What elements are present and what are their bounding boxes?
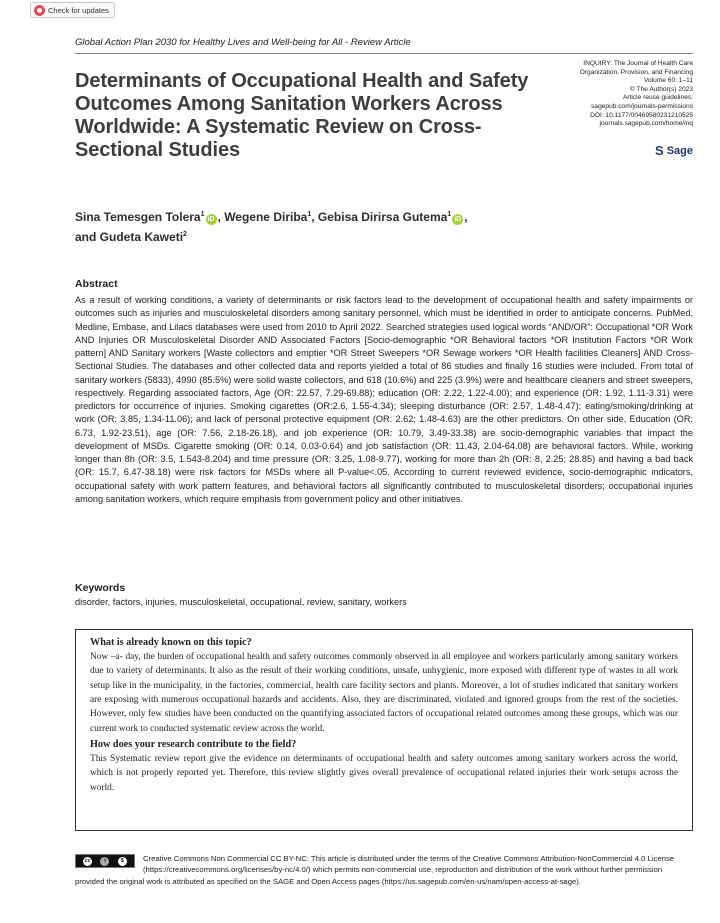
author-affiliation: 1 (307, 211, 312, 218)
author-affiliation: 1 (200, 211, 205, 218)
crossmark-icon (34, 5, 45, 16)
contribution-heading: How does your research contribute to the field? (90, 739, 297, 751)
license-text: Creative Commons Non Commercial CC BY-NC: This article is distributed under the terms of the Creative Commons Attribution-NonCommercial 4.0 License (https://creativecommons.org/licenses/by-nc/4.0/) which permits non-commercial use, reproduction and distribution of the work without further permission provided the original work is attributed as specified on the SAGE and Open Access pages (https://us.sagepub.com/en-us/nam/open-access-at-sage). (75, 854, 675, 886)
journal-line: Organization, Provision, and Financing (579, 68, 693, 76)
publisher-name: Sage (666, 144, 693, 157)
running-head: Global Action Plan 2030 for Healthy Lives and Well-being for All - Review Article (75, 37, 411, 48)
orcid-icon[interactable]: iD (454, 216, 462, 223)
orcid-icon[interactable]: iD (207, 216, 215, 223)
keywords-heading: Keywords (75, 582, 126, 594)
header-rule (75, 53, 693, 54)
author-name: Sina Temesgen Tolera (75, 210, 201, 224)
abstract-text: As a result of working conditions, a variety of determinants or risk factors lead to the development of occupational health and safety impairments or outcomes such as injuries and musculoskeletal disorders among sanitary personnel, which must be identified in order to anticipate concerns. PubMed, Medline, Embase, and Lilacs databases were used from 2010 to April 2022. Searched strategies used logical words “AND/OR”: Occupational *OR Work AND Injuries OR Musculoskeletal Disorder AND Associated Factors [Socio-demographic *OR Behavioral factors *OR Institution Factors *OR Work pattern] AND Sanitary workers [Waste collectors and emptier *OR Street Sweepers *OR Sewage workers *OR Health facilities Cleaners] AND Cross-Sectional Studies. The databases and other collected data and reports yielded a total of 86 studies and finally 16 studies were included. From total of sanitary workers (5833), 4990 (85.5%) were solid waste collectors, and 618 (10.6%) and 225 (3.9%) were and healthcare cleaners and street sweepers, respectively. Regarding associated factors, Age (OR: 22.57, 7.29-69.88); education (OR: 2.22, 1.22-4.00); and experience (OR: 1.92, 1.11-3.31) were predictors for occurrence of injuries. Smoking cigarettes (OR:2.6, 1.55-4.34); sleeping disturbance (OR: 2.57, 1.48-4.47); eating/smoking/drinking at work (OR: 3.85, 1.34-11.06); and lack of personal protective equipment (OR: 2.62; 1.48-4.63) are the other predictors. On other side, Education (OR: 6.73, 1.92-23.51), age (OR: 7.56, 2.18-26.18), and job experience (OR: 10.79, 3.49-33.38) are socio-demographic variables that impact the development of MSDs. Cigarette smoking (OR: 0.14, 0.03-0.64) and job satisfaction (OR: 11.43, 2.04-64.08) are behavioral factors. While, working longer than 8h (OR: 3.5, 1.543-8.204) and time pressure (OR: 3.25, 1.08-9.77), working for more than 2h (OR: 8, 2.25; 28.85) and having a bad back (OR: 15.7, 6.47-38.18) were risk factors for MSDs where all P-value<.05. According to current reviewed evidence, socio-demographic indicators, occupational safety with work pattern features, and behavioral factors all significantly contributed to musculoskeletal disorders; occupational injuries among sanitation workers, which require emphasis from government policy and other initiatives. (75, 295, 693, 504)
journal-volume: Volume 60: 1–11 (643, 77, 693, 85)
author-name: Wegene Diriba (224, 210, 308, 224)
creative-commons-by-nc-icon[interactable]: cc i $ (75, 854, 135, 868)
keywords-text: disorder, factors, injuries, musculoskeletal, occupational, review, sanitary, workers (75, 597, 407, 607)
author-affiliation: 1 (447, 211, 452, 218)
known-heading: What is already known on this topic? (90, 637, 252, 648)
highlights-box (75, 629, 693, 831)
author-affiliation: 2 (183, 231, 187, 238)
abstract-heading: Abstract (75, 278, 118, 290)
journal-info (518, 60, 693, 129)
journal-home-link[interactable]: journals.sagepub.com/home/inq (599, 120, 693, 128)
sage-icon: S (655, 143, 664, 158)
author-list: Sina Temesgen Tolera$^1$iD , Wegene Diriba$^1$, Gebisa Dirirsa Gutema$^1$iD , and Gudeta Kaweti$^2$ (75, 210, 468, 244)
license-notice (75, 853, 693, 887)
check-for-updates-label: Check for updates (48, 5, 109, 15)
journal-line: INQUIRY: The Journal of Health Care (583, 60, 693, 67)
known-text: Now –a- day, the burden of occupational health and safety outcomes commonly observed in all employee and workers particularly among sanitary workers due to variety of determinants. It also as the result of their working conditions, unsafe, unhygienic, more exposed with different type of wastes in all work setup like in the municipality, in the factories, commercial, health care facility sectors and plants. Moreover, a lot of studies indicated that sanitary workers are exposing with numerous occupational hazards and accidents. Also, they are discriminated, violated and ignored groups from the rest of the societies. However, only few studies have been conducted on the quantifying associated factors of occupational related outcomes among these groups, which was our current work to conducted systematic review across the world. (90, 652, 678, 734)
publisher-logo (655, 143, 693, 158)
permissions-link[interactable]: sagepub.com/journals-permissions (591, 102, 693, 110)
author-name: Gudeta Kaweti (99, 230, 184, 244)
article-title: Determinants of Occupational Health and Safety Outcomes Among Sanitation Workers Across Worldwide: A Systematic Review on Cross-Sectional Studies (75, 70, 529, 161)
doi-link[interactable]: DOI: 10.1177/00469580231210525 (590, 111, 693, 119)
check-for-updates-button[interactable] (30, 2, 115, 18)
journal-line: Article reuse guidelines: (622, 94, 693, 102)
journal-copyright: © The Author(s) 2023 (629, 85, 693, 93)
contribution-text: This Systematic review report give the evidence on determinants of occupational health and safety outcomes among sanitary workers across the world, which is not properly reported yet. Therefore, this review slightly gives overall prevalence of occupational related injuries their work setups across the world. (90, 754, 678, 793)
author-name: Gebisa Dirirsa Gutema (317, 210, 448, 224)
